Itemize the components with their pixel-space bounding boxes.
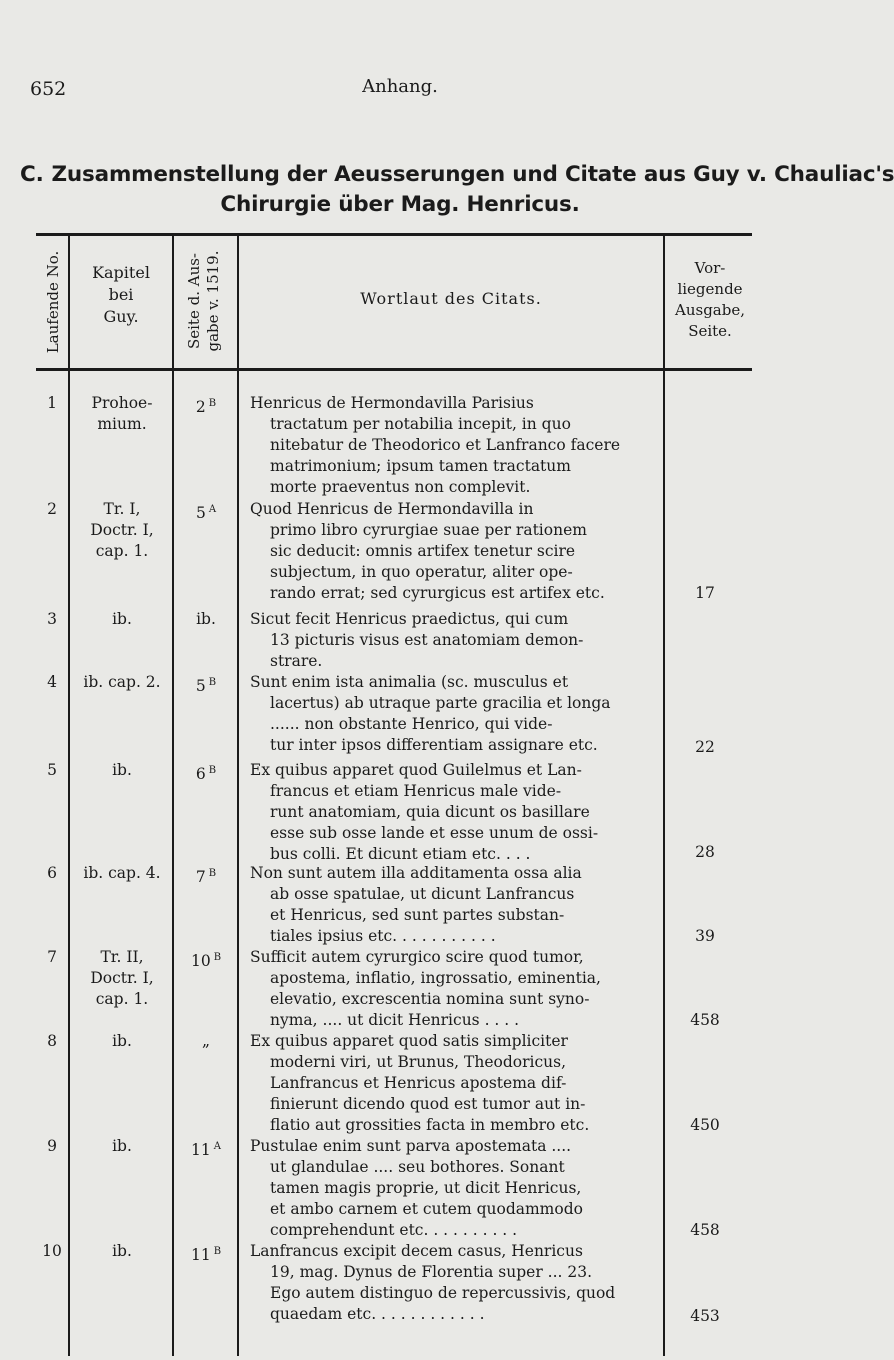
row-ausgabe-seite: 39 bbox=[695, 927, 715, 945]
seite-value: 5 bbox=[195, 677, 206, 696]
seite-value: 10 bbox=[190, 952, 211, 971]
row-seite bbox=[174, 1136, 238, 1161]
kapitel-line: cap. 1. bbox=[95, 990, 149, 1008]
wortlaut-line: 13 picturis visus est anatomiam demon- bbox=[270, 631, 584, 649]
kapitel-line: mium. bbox=[97, 415, 147, 433]
wortlaut-line: matrimonium; ipsum tamen tractatum bbox=[270, 457, 571, 475]
wortlaut-line: Ex quibus apparet quod satis simpliciter bbox=[250, 1032, 568, 1050]
row-number: 9 bbox=[47, 1137, 57, 1155]
row-seite bbox=[174, 1031, 238, 1052]
header-ausgabe-l4: Seite. bbox=[688, 322, 732, 340]
wortlaut-line: comprehendunt etc. . . . . . . . . . bbox=[270, 1221, 518, 1239]
wortlaut-line: tur inter ipsos differentiam assignare etc. bbox=[270, 736, 598, 754]
seite-column-letter: B bbox=[208, 868, 217, 879]
kapitel-line: ib. cap. 2. bbox=[83, 673, 161, 691]
wortlaut-line: ...... non obstante Henrico, qui vide- bbox=[270, 715, 553, 733]
seite-value: 2 bbox=[195, 398, 206, 417]
header-kapitel-l1: Kapitel bbox=[92, 263, 150, 282]
seite-value: ib. bbox=[196, 610, 216, 628]
wortlaut-line: bus colli. Et dicunt etiam etc. . . . bbox=[270, 845, 531, 863]
wortlaut-line: strare. bbox=[270, 652, 323, 670]
row-wortlaut bbox=[250, 760, 662, 865]
row-kapitel bbox=[70, 1241, 174, 1262]
header-seite-l1: Seite d. Aus- bbox=[185, 252, 203, 350]
wortlaut-line: Ego autem distinguo de repercussivis, quod bbox=[270, 1284, 616, 1302]
row-wortlaut bbox=[250, 863, 662, 947]
row-ausgabe-seite: 28 bbox=[695, 843, 715, 861]
seite-value: 6 bbox=[195, 765, 206, 784]
row-number: 4 bbox=[47, 673, 57, 691]
wortlaut-line: tamen magis proprie, ut dicit Henricus, bbox=[270, 1179, 582, 1197]
seite-column-letter: B bbox=[208, 677, 217, 688]
seite-column-letter: B bbox=[208, 398, 217, 409]
wortlaut-line: apostema, inflatio, ingrossatio, eminentia, bbox=[270, 969, 601, 987]
row-number: 5 bbox=[47, 761, 57, 779]
row-seite bbox=[174, 499, 238, 524]
page-number: 652 bbox=[30, 78, 67, 100]
section-title bbox=[20, 160, 894, 220]
header-ausgabe-l2: liegende bbox=[677, 280, 743, 298]
seite-column-letter: B bbox=[213, 952, 222, 963]
kapitel-line: Doctr. I, bbox=[90, 521, 154, 539]
row-kapitel bbox=[70, 1031, 174, 1052]
header-ausgabe-l1: Vor- bbox=[694, 259, 726, 277]
row-wortlaut bbox=[250, 1136, 662, 1241]
row-wortlaut bbox=[250, 609, 662, 672]
wortlaut-line: et Henricus, sed sunt partes substan- bbox=[270, 906, 565, 924]
wortlaut-line: tractatum per notabilia incepit, in quo bbox=[270, 415, 571, 433]
header-kapitel-l3: Guy. bbox=[103, 307, 139, 326]
row-seite bbox=[174, 760, 238, 785]
seite-column-letter: A bbox=[208, 504, 217, 515]
row-ausgabe-seite: 22 bbox=[695, 738, 715, 756]
col-divider-4 bbox=[663, 236, 665, 1356]
wortlaut-line: sic deducit: omnis artifex tenetur scire bbox=[270, 542, 576, 560]
wortlaut-line: esse sub osse lande et esse unum de ossi- bbox=[270, 824, 599, 842]
row-kapitel bbox=[70, 609, 174, 630]
wortlaut-line: Sicut fecit Henricus praedictus, qui cum bbox=[250, 610, 569, 628]
wortlaut-line: Lanfrancus excipit decem casus, Henricus bbox=[250, 1242, 583, 1260]
row-kapitel bbox=[70, 1136, 174, 1157]
seite-column-letter: B bbox=[213, 1246, 222, 1257]
title-line-2: Chirurgie über Mag. Henricus. bbox=[220, 192, 580, 217]
row-seite bbox=[174, 609, 238, 630]
kapitel-line: ib. cap. 4. bbox=[83, 864, 161, 882]
header-ausgabe-l3: Ausgabe, bbox=[675, 301, 745, 319]
wortlaut-line: morte praeventus non complevit. bbox=[270, 478, 531, 496]
header-seite bbox=[185, 237, 223, 365]
header-kapitel-l2: bei bbox=[108, 285, 134, 304]
kapitel-line: Doctr. I, bbox=[90, 969, 154, 987]
wortlaut-line: runt anatomiam, quia dicunt os basillare bbox=[270, 803, 590, 821]
running-title: Anhang. bbox=[362, 76, 438, 97]
wortlaut-line: ut glandulae .... seu bothores. Sonant bbox=[270, 1158, 565, 1176]
header-wortlaut: Wortlaut des Citats. bbox=[360, 289, 542, 308]
row-kapitel bbox=[70, 947, 174, 1010]
row-kapitel bbox=[70, 672, 174, 693]
kapitel-line: Tr. I, bbox=[103, 500, 141, 518]
kapitel-line: ib. bbox=[112, 1242, 132, 1260]
row-wortlaut bbox=[250, 1031, 662, 1136]
seite-column-letter: B bbox=[208, 765, 217, 776]
row-kapitel bbox=[70, 499, 174, 562]
wortlaut-line: moderni viri, ut Brunus, Theodoricus, bbox=[270, 1053, 567, 1071]
kapitel-line: cap. 1. bbox=[95, 542, 149, 560]
wortlaut-line: tiales ipsius etc. . . . . . . . . . . bbox=[270, 927, 496, 945]
wortlaut-line: elevatio, excrescentia nomina sunt syno- bbox=[270, 990, 590, 1008]
seite-value: 5 bbox=[195, 504, 206, 523]
row-ausgabe-seite: 453 bbox=[690, 1307, 720, 1325]
row-number: 2 bbox=[47, 500, 57, 518]
wortlaut-line: quaedam etc. . . . . . . . . . . . bbox=[270, 1305, 485, 1323]
row-kapitel bbox=[70, 760, 174, 781]
row-number: 6 bbox=[47, 864, 57, 882]
row-kapitel bbox=[70, 863, 174, 884]
wortlaut-line: lacertus) ab utraque parte gracilia et longa bbox=[270, 694, 611, 712]
title-text-1: Zusammenstellung der Aeusserungen und Citate aus Guy v. Chauliac's bbox=[51, 162, 894, 187]
kapitel-line: Prohoe- bbox=[91, 394, 153, 412]
title-line-1 bbox=[20, 160, 894, 190]
row-number: 3 bbox=[47, 610, 57, 628]
seite-value: „ bbox=[201, 1032, 211, 1050]
row-wortlaut bbox=[250, 672, 662, 756]
row-wortlaut bbox=[250, 499, 662, 604]
kapitel-line: ib. bbox=[112, 1137, 132, 1155]
wortlaut-line: Lanfrancus et Henricus apostema dif- bbox=[270, 1074, 567, 1092]
wortlaut-line: nitebatur de Theodorico et Lanfranco facere bbox=[270, 436, 621, 454]
seite-value: 11 bbox=[191, 1141, 211, 1160]
row-number: 10 bbox=[42, 1242, 62, 1260]
kapitel-line: ib. bbox=[112, 610, 132, 628]
wortlaut-line: et ambo carnem et cutem quodammodo bbox=[270, 1200, 583, 1218]
row-number: 8 bbox=[47, 1032, 57, 1050]
wortlaut-line: Sunt enim ista animalia (sc. musculus et bbox=[250, 673, 569, 691]
wortlaut-line: subjectum, in quo operatur, aliter ope- bbox=[270, 563, 573, 581]
row-wortlaut bbox=[250, 393, 662, 498]
table-top-rule bbox=[36, 233, 752, 236]
wortlaut-line: ab osse spatulae, ut dicunt Lanfrancus bbox=[270, 885, 575, 903]
row-seite bbox=[174, 1241, 238, 1266]
row-wortlaut bbox=[250, 1241, 662, 1325]
seite-value: 7 bbox=[195, 868, 206, 887]
wortlaut-line: finierunt dicendo quod est tumor aut in- bbox=[270, 1095, 586, 1113]
wortlaut-line: Quod Henricus de Hermondavilla in bbox=[250, 500, 534, 518]
wortlaut-line: Pustulae enim sunt parva apostemata .... bbox=[250, 1137, 572, 1155]
header-ausgabe bbox=[665, 258, 755, 342]
row-ausgabe-seite: 458 bbox=[690, 1221, 720, 1239]
section-letter: C. bbox=[20, 162, 44, 187]
row-seite bbox=[174, 947, 238, 972]
row-ausgabe-seite: 450 bbox=[690, 1116, 720, 1134]
wortlaut-line: Non sunt autem illa additamenta ossa alia bbox=[250, 864, 582, 882]
row-seite bbox=[174, 672, 238, 697]
header-seite-l2: gabe v. 1519. bbox=[204, 250, 222, 352]
kapitel-line: ib. bbox=[112, 761, 132, 779]
wortlaut-line: nyma, .... ut dicit Henricus . . . . bbox=[270, 1011, 520, 1029]
kapitel-line: ib. bbox=[112, 1032, 132, 1050]
row-ausgabe-seite: 17 bbox=[695, 584, 715, 602]
wortlaut-line: 19, mag. Dynus de Florentia super ... 23. bbox=[270, 1263, 593, 1281]
wortlaut-line: francus et etiam Henricus male vide- bbox=[270, 782, 562, 800]
header-kapitel bbox=[70, 262, 172, 328]
wortlaut-line: Sufficit autem cyrurgico scire quod tumor, bbox=[250, 948, 584, 966]
header-bottom-rule bbox=[36, 368, 752, 371]
row-number: 7 bbox=[47, 948, 57, 966]
row-kapitel bbox=[70, 393, 174, 435]
row-seite bbox=[174, 393, 238, 418]
wortlaut-line: flatio aut grossities facta in membro etc. bbox=[270, 1116, 590, 1134]
wortlaut-line: Ex quibus apparet quod Guilelmus et Lan- bbox=[250, 761, 582, 779]
row-seite bbox=[174, 863, 238, 888]
wortlaut-line: Henricus de Hermondavilla Parisius bbox=[250, 394, 534, 412]
kapitel-line: Tr. II, bbox=[100, 948, 144, 966]
row-ausgabe-seite: 458 bbox=[690, 1011, 720, 1029]
row-wortlaut bbox=[250, 947, 662, 1031]
header-no: Laufende No. bbox=[44, 250, 62, 354]
wortlaut-line: rando errat; sed cyrurgicus est artifex etc. bbox=[270, 584, 605, 602]
wortlaut-line: primo libro cyrurgiae suae per rationem bbox=[270, 521, 587, 539]
row-number: 1 bbox=[47, 394, 57, 412]
seite-value: 11 bbox=[190, 1246, 211, 1265]
seite-column-letter: A bbox=[213, 1141, 221, 1152]
